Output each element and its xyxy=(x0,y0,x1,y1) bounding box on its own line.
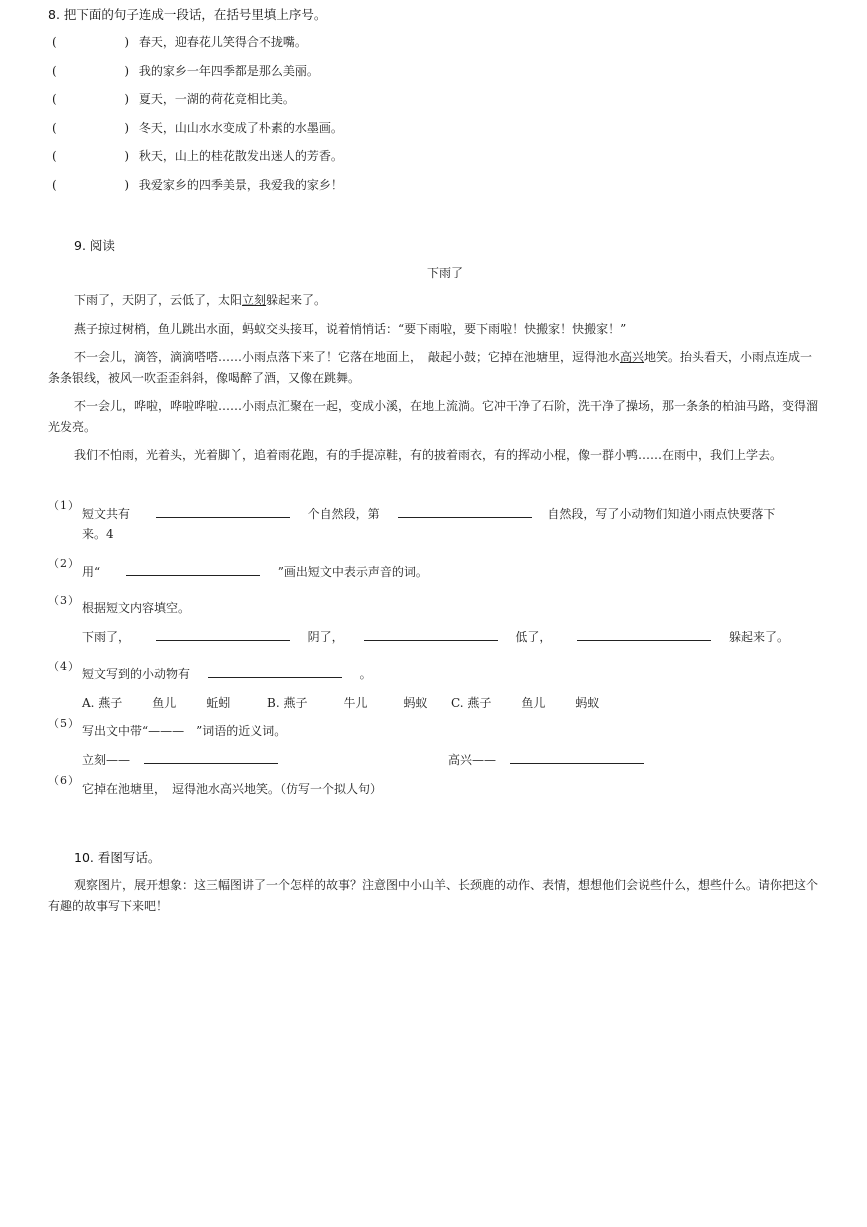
sub-question-5: 写出文中带“——— ”词语的近义词。 xyxy=(82,724,287,738)
text-run: 地笑。抬头看天，小雨点连成一条条银线，被风一吹歪歪斜斜，像喝醉了酒，又像在跳舞。 xyxy=(48,350,813,385)
sub-question-6: 它掉在池塘里， 逗得池水高兴地笑。（仿写一个拟人句） xyxy=(82,782,383,796)
paren-close: ) xyxy=(124,64,130,78)
option-b[interactable] xyxy=(267,694,427,711)
q8-sentence: 秋天，山上的桂花散发出迷人的芳香。 xyxy=(138,149,343,163)
answer-blank[interactable] xyxy=(398,505,532,518)
paren-open: ( xyxy=(52,92,57,106)
sub-question-number: （5） xyxy=(48,717,80,730)
option-word: 鱼儿 xyxy=(521,696,546,710)
q8-item xyxy=(52,147,343,164)
q10-title: 10. 看图写话。 xyxy=(74,850,161,865)
paren-close: ) xyxy=(124,35,130,49)
answer-blank[interactable] xyxy=(577,628,711,641)
answer-blank[interactable] xyxy=(208,665,342,678)
sub-question-2 xyxy=(82,563,428,580)
q8-item xyxy=(52,90,295,107)
paren-open: ( xyxy=(52,121,57,135)
prompt-text: 下雨了， xyxy=(82,630,131,644)
text-run: 躲起来了。 xyxy=(266,293,327,307)
q8-item xyxy=(52,176,343,193)
paren-open: ( xyxy=(52,64,57,78)
option-word: A. 燕子 xyxy=(82,696,123,710)
paren-close: ) xyxy=(124,121,130,135)
option-word: 蚂蚁 xyxy=(403,696,428,710)
q10-instructions: 观察图片，展开想象：这三幅图讲了一个怎样的故事？注意图中小山羊、长颈鹿的动作、表情，想想他们会说些什么，想些什么。请你把这个有趣的故事写下来吧！ xyxy=(48,878,819,913)
prompt-text-continued: 来。4 xyxy=(82,527,114,541)
prompt-text: 个自然段，第 xyxy=(307,507,380,521)
synonym-line-1 xyxy=(82,751,278,768)
answer-blank[interactable] xyxy=(510,751,644,764)
text-run: 不一会儿，滴答，滴滴嗒嗒……小雨点落下来了！它落在地面上， 敲起小鼓；它掉在池塘里，逗得池水 xyxy=(74,350,621,364)
option-word: 蚯蚓 xyxy=(206,696,231,710)
paren-close: ) xyxy=(124,178,130,192)
sub-question-4 xyxy=(82,665,372,682)
option-word: 牛儿 xyxy=(343,696,368,710)
paren-close: ) xyxy=(124,149,130,163)
fill-in-line xyxy=(82,628,789,645)
q8-sentence: 冬天，山山水水变成了朴素的水墨画。 xyxy=(138,121,343,135)
paren-close: ) xyxy=(124,92,130,106)
q8-sentence: 夏天，一湖的荷花竞相比美。 xyxy=(138,92,295,106)
underlined-word: 立刻 xyxy=(242,293,267,307)
passage-paragraph-5: 我们不怕雨，光着头，光着脚丫，追着雨花跑，有的手提凉鞋，有的披着雨衣，有的挥动小棍，像一群小鸭……在雨中，我们上学去。 xyxy=(74,448,783,462)
q8-sentence: 我的家乡一年四季都是那么美丽。 xyxy=(138,64,319,78)
answer-blank[interactable] xyxy=(126,563,260,576)
prompt-text: ”画出短文中表示声音的词。 xyxy=(277,565,428,579)
answer-blank[interactable] xyxy=(156,628,290,641)
prompt-text: 自然段，写了小动物们知道小雨点快要落下 xyxy=(547,507,776,521)
option-word: 鱼儿 xyxy=(152,696,177,710)
answer-blank[interactable] xyxy=(144,751,278,764)
text-run: 下雨了，天阴了，云低了，太阳 xyxy=(74,293,243,307)
passage-paragraph-1 xyxy=(48,290,818,311)
sub-question-number: （2） xyxy=(48,557,80,570)
prompt-text: 短文共有 xyxy=(82,507,131,521)
sub-question-number: （3） xyxy=(48,594,80,607)
prompt-text: 立刻—— xyxy=(82,753,131,767)
passage-paragraph-2: 燕子掠过树梢，鱼儿跳出水面，蚂蚁交头接耳，说着悄悄话：“要下雨啦，要下雨啦！快搬家！快搬家！” xyxy=(74,322,627,336)
underlined-word: 高兴 xyxy=(620,350,645,364)
option-word: C. 燕子 xyxy=(451,696,492,710)
answer-blank[interactable] xyxy=(156,505,290,518)
q8-title: 8. 把下面的句子连成一段话，在括号里填上序号。 xyxy=(48,7,327,22)
q8-item xyxy=(52,33,307,50)
prompt-text: 高兴—— xyxy=(448,753,497,767)
synonym-line-2 xyxy=(448,751,644,768)
sub-question-1 xyxy=(82,505,775,522)
prompt-text: 短文写到的小动物有 xyxy=(82,667,191,681)
q8-item xyxy=(52,119,343,136)
sub-question-number: （4） xyxy=(48,660,80,673)
paren-open: ( xyxy=(52,149,57,163)
q8-sentence: 我爱家乡的四季美景，我爱我的家乡！ xyxy=(138,178,343,192)
q9-title: 9. 阅读 xyxy=(74,238,115,253)
sub-question-number: （1） xyxy=(48,499,80,512)
passage-title: 下雨了 xyxy=(427,266,464,280)
prompt-text: 。 xyxy=(359,667,372,681)
q8-sentence: 春天，迎春花儿笑得合不拢嘴。 xyxy=(138,35,307,49)
answer-blank[interactable] xyxy=(364,628,498,641)
prompt-text: 低了， xyxy=(515,630,552,644)
sub-question-number: （6） xyxy=(48,774,80,787)
option-word: B. 燕子 xyxy=(267,696,308,710)
option-c[interactable] xyxy=(451,694,599,711)
option-word: 蚂蚁 xyxy=(575,696,600,710)
q8-item xyxy=(52,62,319,79)
passage-paragraph-4: 不一会儿，哗啦，哗啦哗啦……小雨点汇聚在一起，变成小溪，在地上流淌。它冲干净了石阶，洗干净了操场，那一条条的柏油马路，变得溜光发亮。 xyxy=(48,399,819,434)
prompt-text: 阴了， xyxy=(307,630,344,644)
sub-question-3: 根据短文内容填空。 xyxy=(82,601,191,615)
prompt-text: 躲起来了。 xyxy=(729,630,790,644)
paren-open: ( xyxy=(52,178,57,192)
paren-open: ( xyxy=(52,35,57,49)
prompt-text: 用“ xyxy=(82,565,101,579)
option-a[interactable] xyxy=(82,694,230,711)
passage-paragraph-3 xyxy=(48,347,818,389)
